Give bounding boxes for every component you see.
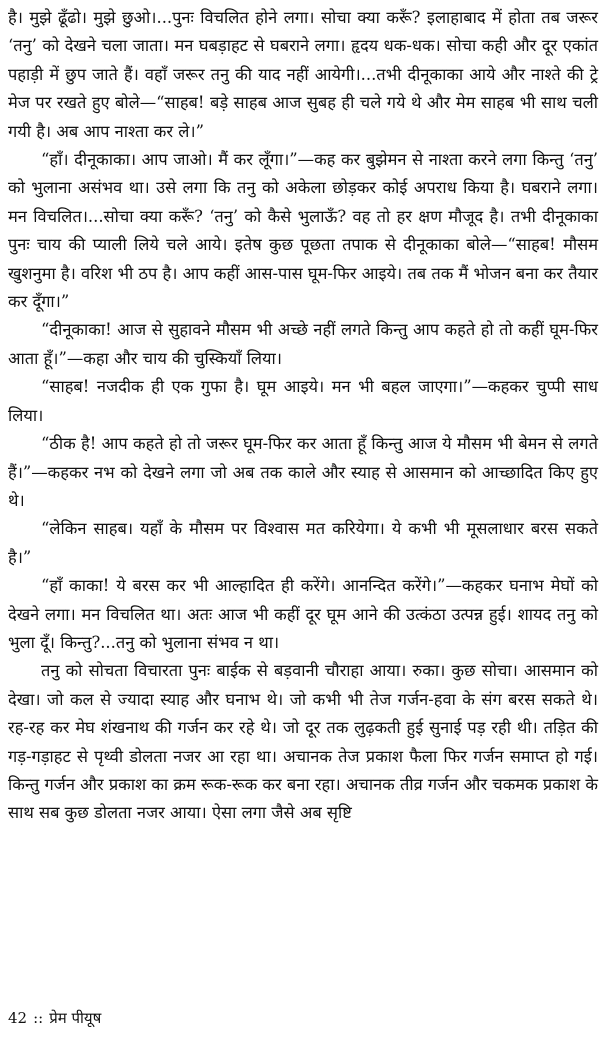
- page-number: 42: [8, 1009, 28, 1027]
- paragraph: तनु को सोचता विचारता पुनः बाईक से बड़वानी चौराहा आया। रुका। कुछ सोचा। आसमान को देखा। जो कल से ज्यादा स्याह और घनाभ थे। जो कभी भी तेज गर्जन-हवा के संग बरस सकते थे। रह-रह कर मेघ शंखनाथ की गर्जन कर रहे थे। जो दूर तक लुढ़कती हुई सुनाई पड़ रही थी। तड़ित की गड़-गड़ाहट से पृथ्वी डोलता नजर आ रहा था। अचानक तेज प्रकाश फैला फिर गर्जन समाप्त हो गई। किन्तु गर्जन और प्रकाश का क्रम रूक-रूक कर बना रहा। अचानक तीव्र गर्जन और चकमक प्रकाश के साथ सब कुछ डोलता नजर आया। ऐसा लगा जैसे अब सृष्टि: [8, 661, 598, 823]
- paragraph: “लेकिन साहब। यहाँ के मौसम पर विश्वास मत करियेगा। ये कभी भी मूसलाधार बरस सकते है।”: [8, 519, 598, 567]
- footer-separator: ::: [33, 1009, 44, 1027]
- paragraph: “साहब! नजदीक ही एक गुफा है। घूम आइये। मन भी बहल जाएगा।”—कहकर चुप्पी साध लिया।: [8, 377, 598, 425]
- paragraph: “ठीक है! आप कहते हो तो जरूर घूम-फिर कर आता हूँ किन्तु आज ये मौसम भी बेमन से लगते हैं।”—कहकर नभ को देखने लगा जो अब तक काले और स्याह से आसमान को आच्छादित किए हुए थे।: [8, 434, 598, 510]
- paragraph: “हाँ काका! ये बरस कर भी आल्हादित ही करेंगे। आनन्दित करेंगे।”—कहकर घनाभ मेघों को देखने लगा। मन विचलित था। अतः आज भी कहीं दूर घूम आने की उत्कंठा उत्पन्न हुई। शायद तनु को भुला दूँ। किन्तु?...तनु को भुलाना संभव न था।: [8, 576, 598, 652]
- body-text: [8, 4, 598, 828]
- paragraph: “दीनूकाका! आज से सुहावने मौसम भी अच्छे नहीं लगते किन्तु आप कहते हो तो कहीं घूम-फिर आता हूँ।”—कहा और चाय की चुस्कियाँ लिया।: [8, 320, 598, 368]
- book-page: [8, 4, 598, 1044]
- page-footer: [8, 1008, 101, 1028]
- paragraph: “हाँ। दीनूकाका। आप जाओ। मैं कर लूँगा।”—कह कर बुझेमन से नाश्ता करने लगा किन्तु ‘तनु’ को भुलाना असंभव था। उसे लगा कि तनु को अकेला छोड़कर कोई अपराध किया है। घबराने लगा। मन विचलित।...सोचा क्या करूँ? ‘तनु’ को कैसे भुलाऊँ? वह तो हर क्षण मौजूद है। तभी दीनूकाका पुनः चाय की प्याली लिये चले आये। इतेष कुछ पूछता तपाक से दीनूकाका बोले—“साहब! मौसम खुशनुमा है। वरिश भी ठप है। आप कहीं आस-पास घूम-फिर आइये। तब तक मैं भोजन बना कर तैयार कर दूँगा।”: [8, 150, 598, 312]
- book-title: प्रेम पीयूष: [49, 1009, 102, 1027]
- paragraph: है। मुझे ढूँढो। मुझे छुओ।...पुनः विचलित होने लगा। सोचा क्या करूँ? इलाहाबाद में होता तब जरूर ‘तनु’ को देखने चला जाता। मन घबड़ाहट से घबराने लगा। हृदय धक-धक। सोचा कही और दूर एकांत पहाड़ी में छुप जाते हैं। वहाँ जरूर तनु की याद नहीं आयेगी।...तभी दीनूकाका आये और नाश्ते की ट्रे मेज पर रखते हुए बोले—“साहब! बड़े साहब आज सुबह ही चले गये थे और मेम साहब भी साथ चली गयी है। अब आप नाश्ता कर ले।”: [8, 8, 598, 141]
